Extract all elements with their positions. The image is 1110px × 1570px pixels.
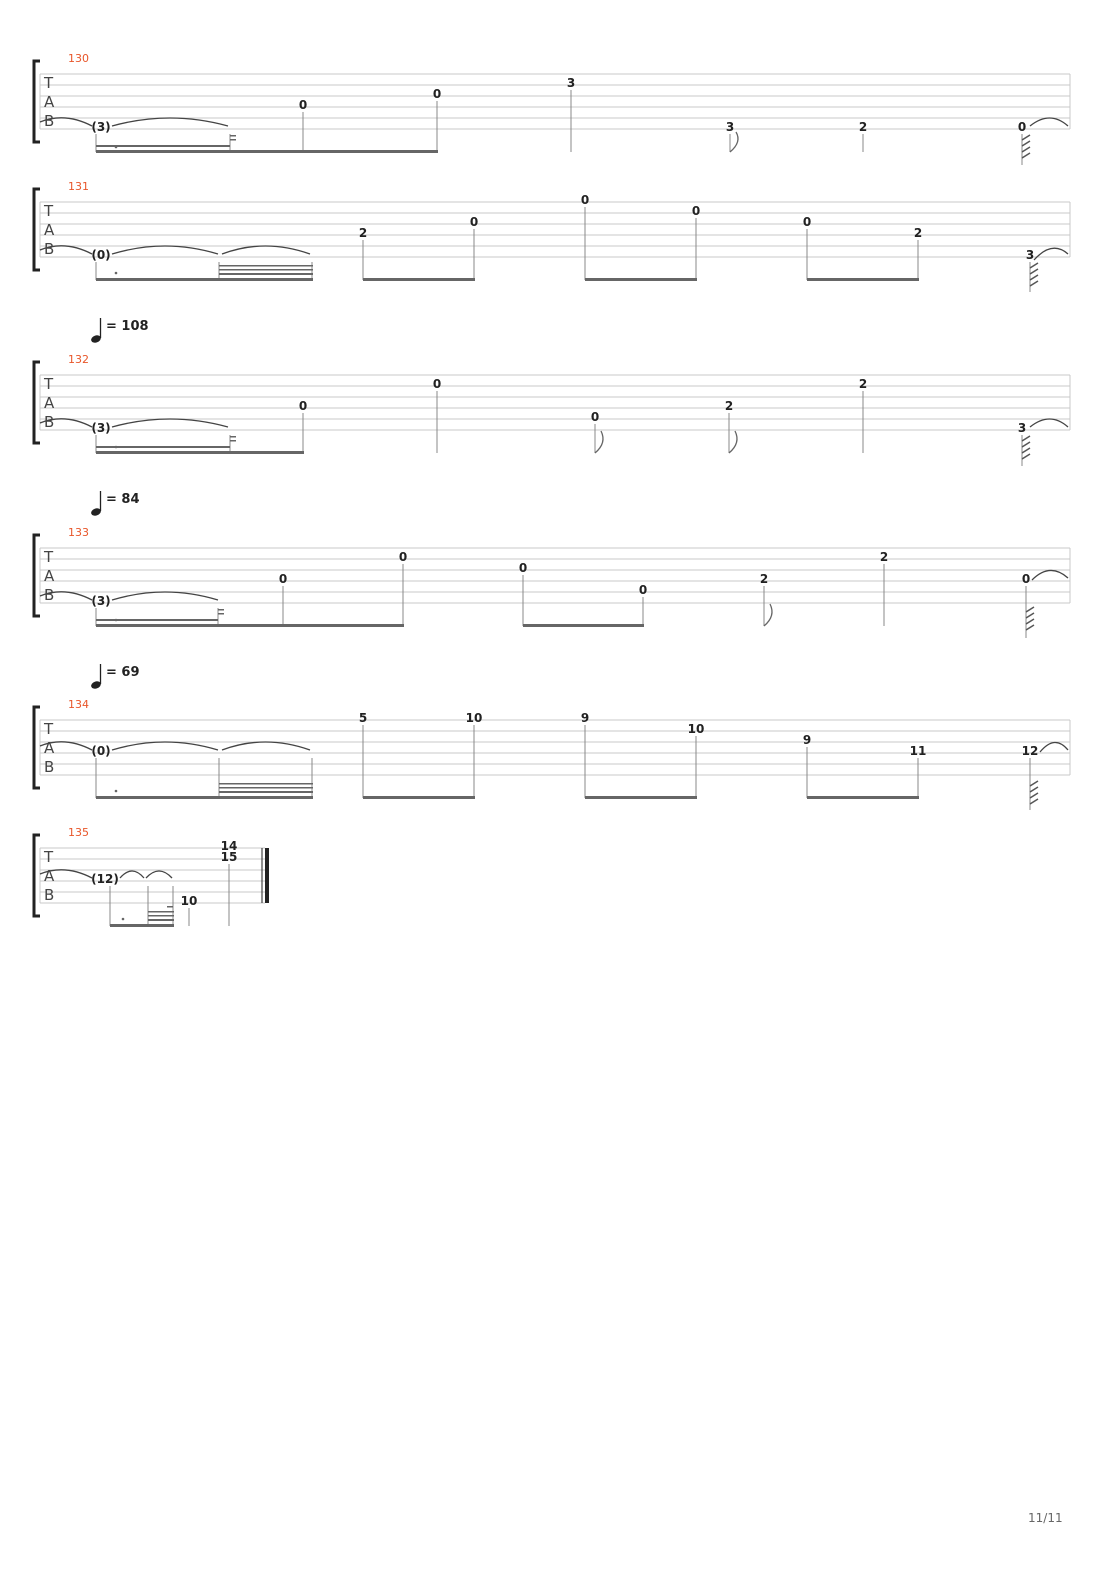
stems [96, 391, 1022, 466]
fret-number: 2 [913, 226, 923, 240]
system-bracket [34, 61, 40, 142]
tie-out [1032, 570, 1068, 580]
stems [110, 864, 229, 926]
fret-number: 3 [1017, 421, 1027, 435]
svg-text:T: T [44, 74, 54, 92]
svg-text:T: T [44, 848, 54, 866]
svg-text:A: A [44, 567, 55, 585]
fret-number: 9 [580, 711, 590, 725]
fret-number: 0 [298, 98, 308, 112]
fret-number: 0 [1017, 120, 1027, 134]
fret-number: 10 [687, 722, 705, 736]
svg-text:B: B [44, 758, 55, 776]
fret-number: 0 [638, 583, 648, 597]
beams [96, 436, 304, 454]
fret-number: 3 [566, 76, 576, 90]
tie-out [1030, 419, 1068, 427]
tie-out [1034, 248, 1068, 260]
svg-text:T: T [44, 375, 54, 393]
fret-number: 2 [858, 377, 868, 391]
system-130 [34, 52, 1070, 165]
fret-number: 2 [724, 399, 734, 413]
system-bracket [34, 189, 40, 270]
system-134 [34, 664, 1070, 810]
fret-number: 10 [465, 711, 483, 725]
fret-numbers [91, 193, 1034, 262]
tremolo-marks [1026, 607, 1034, 630]
svg-text:A: A [44, 221, 55, 239]
svg-text:T: T [44, 202, 54, 220]
tie-out [1030, 118, 1068, 126]
fret-number: (3) [91, 120, 111, 134]
tie [112, 246, 218, 254]
svg-text:A: A [44, 93, 55, 111]
tremolo-marks [1030, 263, 1038, 286]
tie [112, 742, 218, 750]
fret-number: (3) [91, 594, 111, 608]
tempo-marking [90, 664, 139, 690]
stems [96, 90, 1022, 165]
fret-number: 0 [590, 410, 600, 424]
fret-number: 2 [858, 120, 868, 134]
flag [729, 431, 737, 453]
fret-number: 2 [358, 226, 368, 240]
measure-number: 133 [68, 526, 89, 539]
tempo-value: = 108 [106, 319, 149, 334]
tab-clef [43, 720, 55, 776]
measure-number: 130 [68, 52, 89, 65]
fret-number: 0 [1021, 572, 1031, 586]
fret-number: 2 [879, 550, 889, 564]
system-bracket [34, 362, 40, 443]
system-135 [34, 826, 269, 927]
fret-number: 5 [358, 711, 368, 725]
svg-text:B: B [44, 886, 55, 904]
fret-number: 14 [220, 839, 238, 853]
tab-clef [43, 74, 55, 130]
fret-number: 15 [220, 850, 238, 864]
tie [112, 592, 218, 600]
svg-text:A: A [44, 739, 55, 757]
tremolo-marks [1022, 135, 1030, 158]
fret-number: 3 [1025, 248, 1035, 262]
tie [146, 871, 172, 878]
fret-number: 0 [278, 572, 288, 586]
tempo-value: = 69 [106, 665, 140, 680]
tab-clef [43, 375, 55, 431]
flag [764, 604, 772, 626]
svg-text:B: B [44, 240, 55, 258]
tie [112, 118, 228, 126]
fret-number: (0) [91, 248, 111, 262]
fret-number: 9 [802, 733, 812, 747]
fret-number: 11 [909, 744, 927, 758]
fret-number: 0 [691, 204, 701, 218]
tab-clef [43, 848, 55, 904]
fret-number: 0 [298, 399, 308, 413]
svg-text:A: A [44, 394, 55, 412]
fret-number: 0 [580, 193, 590, 207]
final-barline [262, 848, 269, 903]
tab-clef [43, 202, 55, 258]
fret-number: 0 [518, 561, 528, 575]
fret-numbers [91, 839, 237, 908]
staff-lines [40, 74, 1070, 129]
svg-text:B: B [44, 112, 55, 130]
measure-number: 135 [68, 826, 89, 839]
tempo-marking [90, 318, 148, 344]
fret-number: 3 [725, 120, 735, 134]
system-bracket [34, 835, 40, 916]
page-number: 11/11 [1028, 1511, 1063, 1525]
tie [222, 742, 310, 750]
fret-number: 0 [398, 550, 408, 564]
measure-number: 134 [68, 698, 89, 711]
tempo-marking [90, 491, 139, 517]
fret-number: 10 [180, 894, 198, 908]
system-bracket [34, 707, 40, 788]
svg-text:B: B [44, 586, 55, 604]
svg-text:A: A [44, 867, 55, 885]
measure-number: 132 [68, 353, 89, 366]
tremolo-marks [1022, 436, 1030, 459]
svg-text:T: T [44, 548, 54, 566]
tab-clef [43, 548, 55, 604]
beams [110, 906, 174, 927]
tremolo-marks [1030, 781, 1038, 804]
fret-number: 12 [1021, 744, 1039, 758]
flag [730, 132, 738, 152]
svg-text:B: B [44, 413, 55, 431]
svg-text:T: T [44, 720, 54, 738]
fret-number: 2 [759, 572, 769, 586]
fret-number: 0 [432, 377, 442, 391]
fret-number: 0 [469, 215, 479, 229]
fret-number: (0) [91, 744, 111, 758]
fret-number: 0 [802, 215, 812, 229]
tie-out [1040, 742, 1068, 752]
tie [112, 419, 228, 427]
system-bracket [34, 535, 40, 616]
measure-number: 131 [68, 180, 89, 193]
system-133 [34, 491, 1070, 638]
staff-lines [40, 375, 1070, 430]
system-132 [34, 318, 1070, 466]
tie [120, 871, 144, 878]
beams [96, 135, 438, 153]
system-131 [34, 180, 1070, 292]
tie [222, 246, 310, 254]
flag [595, 431, 603, 453]
beams [96, 609, 644, 627]
fret-number: 0 [432, 87, 442, 101]
fret-number: (3) [91, 421, 111, 435]
tempo-value: = 84 [106, 492, 140, 507]
fret-number: (12) [91, 872, 119, 886]
fret-numbers [91, 711, 1038, 758]
